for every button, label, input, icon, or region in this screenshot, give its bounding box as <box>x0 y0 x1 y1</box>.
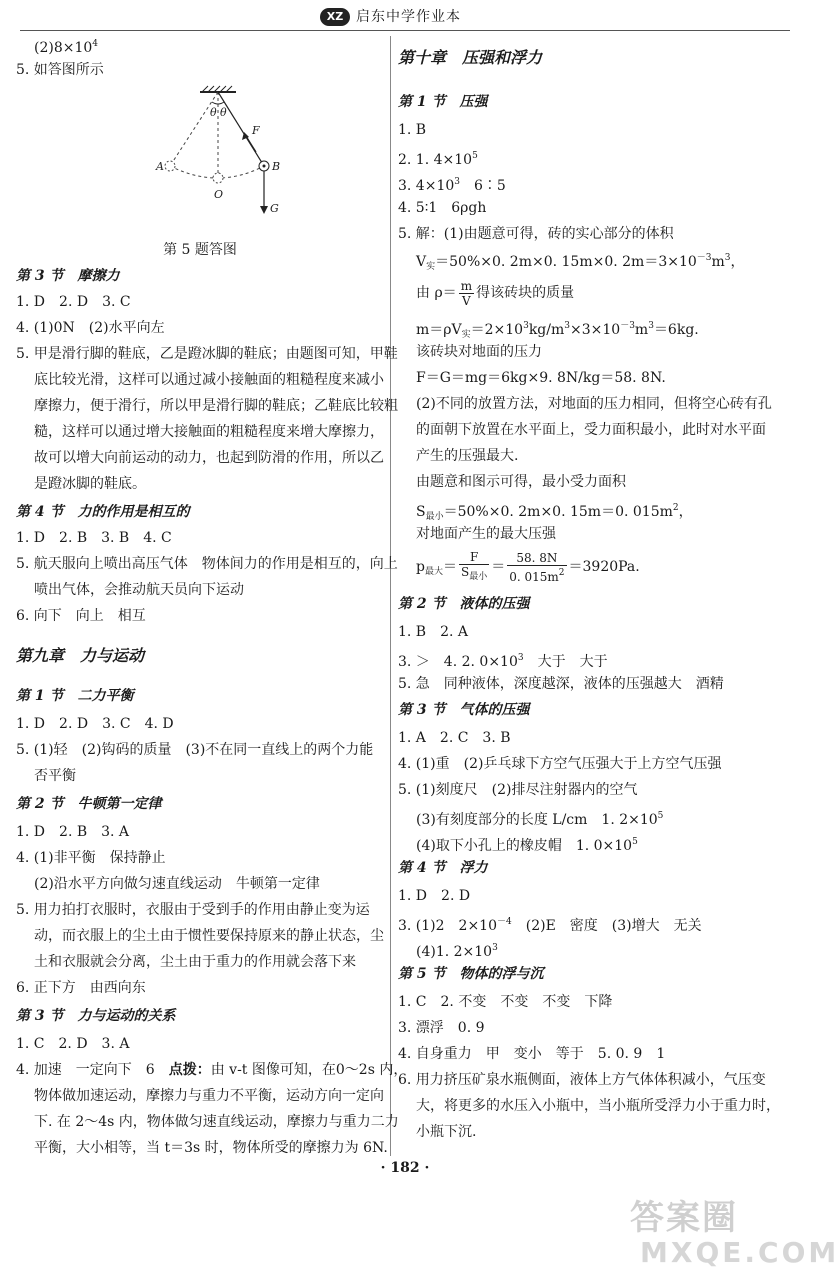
answer-line: 5. 航天服向上喷出高压气体 物体间力的作用是相互的，向上 <box>16 556 398 572</box>
section-title: 第 2 节 牛顿第一定律 <box>16 796 162 812</box>
answer-line: 1. B 2. A <box>398 624 469 640</box>
column-divider <box>390 36 391 1156</box>
answer-line: 小瓶下沉. <box>416 1124 477 1140</box>
answer-line: 摩擦力，便于滑行，所以甲是滑行脚的鞋底；乙鞋底比较粗 <box>34 398 398 414</box>
answer-line: 6. 正下方 由西向东 <box>16 980 146 996</box>
pendulum-figure <box>136 84 296 224</box>
answer-line: 大，将更多的水压入小瓶中，当小瓶所受浮力小于重力时， <box>416 1098 780 1114</box>
angle-label: θ <box>220 106 227 119</box>
section-title: 第 2 节 液体的压强 <box>398 596 530 612</box>
header-title: 启东中学作业本 <box>356 9 461 25</box>
section-title: 第 4 节 力的作用是相互的 <box>16 504 190 520</box>
answer-line: 5. 用力拍打衣服时，衣服由于受到手的作用由静止变为运 <box>16 902 370 918</box>
answer-line: 6. 用力挤压矿泉水瓶侧面，液体上方气体体积减小，气压变 <box>398 1072 766 1088</box>
figure-caption: 第 5 题答图 <box>163 242 237 258</box>
section-title: 第 3 节 气体的压强 <box>398 702 530 718</box>
answer-line: 3. 漂浮 0. 9 <box>398 1020 485 1036</box>
watermark-text: 答案圈 <box>630 1198 738 1238</box>
answer-line: $p_{最大}=$ $\frac{F}{S_{最小}}$ ＝ $\frac{58. 8N}{0. 015m^2}$ ＝3920Pa. <box>416 550 640 584</box>
answer-line: 5. 解：(1)由题意可得，砖的实心部分的体积 <box>398 226 674 242</box>
answer-line: 4. (1)重 (2)乒乓球下方空气压强大于上方空气压强 <box>398 756 722 772</box>
answer-line: 1. B <box>398 122 427 138</box>
force-label: G <box>270 202 279 215</box>
answer-line: 1. D 2. D 3. C <box>16 294 131 310</box>
answer-line: 土和衣服就会分离，尘土由于重力的作用就会落下来 <box>34 954 356 970</box>
angle-label: θ <box>210 106 217 119</box>
answer-line: 5. 甲是滑行脚的鞋底，乙是蹬冰脚的鞋底；由题图可知，甲鞋 <box>16 346 398 362</box>
answer-line: 糙，这样可以通过增大接触面的粗糙程度来增大摩擦力， <box>34 424 384 440</box>
fraction: $\frac{m}{V}$ <box>460 278 473 308</box>
point-label: A <box>156 160 164 173</box>
answer-line: 该砖块对地面的压力 <box>416 344 542 360</box>
answer-line: (3)有刻度部分的长度 L/cm 1. $2\times 10^5$ <box>416 811 664 828</box>
hint-label: 点拨： <box>168 1062 211 1078</box>
answer-line: 4. 自身重力 甲 变小 等于 5. 0. 9 1 <box>398 1046 666 1062</box>
answer-line: 喷出气体，会推动航天员向下运动 <box>34 582 244 598</box>
publisher-logo: XZ <box>320 8 350 26</box>
answer-line: 是蹬冰脚的鞋底。 <box>34 476 146 492</box>
answer-line: 由题意和图示可得，最小受力面积 <box>416 474 626 490</box>
answer-line: F＝G＝mg＝6kg×9. 8N/kg＝58. 8N. <box>416 370 666 386</box>
section-title: 第 3 节 力与运动的关系 <box>16 1008 176 1024</box>
answer-line: 4. 5∶1 6ρgh <box>398 200 487 216</box>
answer-line: 1. C 2. D 3. A <box>16 1036 130 1052</box>
fraction: $\frac{58. 8N}{0. 015m^2}$ <box>509 550 565 584</box>
answer-line: 5. (1)轻 (2)钩码的质量 (3)不在同一直线上的两个力能 <box>16 742 374 758</box>
point-label: O <box>214 188 224 201</box>
section-title: 第 1 节 压强 <box>398 94 488 110</box>
answer-line: 对地面产生的最大压强 <box>416 526 556 542</box>
answer-line: 3. ＞ 4. 2. $0\times 10^3$ 大于 大于 <box>398 653 608 670</box>
answer-line: 4. (1)0N (2)水平向左 <box>16 320 165 336</box>
answer-line: $V_实=50\%\times 0$. 2m×0. 15m×0. $2m=3\times 10^{-3}m^3$， <box>416 253 745 272</box>
point-label: B <box>272 160 281 173</box>
answer-line: 底比较光滑，这样可以通过减小接触面的粗糙程度来减小 <box>34 372 384 388</box>
answer-line: 下. 在 2～4s 内，物体做匀速直线运动，摩擦力与重力二力 <box>34 1114 399 1130</box>
answer-line: 平衡，大小相等，当 t＝3s 时，物体所受的摩擦力为 6N. <box>34 1140 388 1156</box>
force-label: F <box>252 124 260 137</box>
answer-line: 由 ρ＝ $\frac{m}{V}$ 得该砖块的质量 <box>416 278 575 308</box>
answer-line: (4)取下小孔上的橡皮帽 1. $0\times 10^5$ <box>416 837 638 854</box>
page-number: · 182 · <box>380 1160 430 1176</box>
answer-line: 1. D 2. B 3. B 4. C <box>16 530 172 546</box>
answer-line: 1. A 2. C 3. B <box>398 730 511 746</box>
section-title: 第 5 节 物体的浮与沉 <box>398 966 544 982</box>
answer-line: 产生的压强最大. <box>416 448 519 464</box>
answer-line: 2. 1. $4\times 10^5$ <box>398 151 478 168</box>
chapter-title: 第九章 力与运动 <box>16 646 145 665</box>
section-title: 第 1 节 二力平衡 <box>16 688 134 704</box>
answer-line: 故可以增大向前运动的动力，也起到防滑的作用，所以乙 <box>34 450 384 466</box>
answer-line: 5. (1)刻度尺 (2)排尽注射器内的空气 <box>398 782 638 798</box>
answer-line: 4. 加速 一定向下 6 点拨：由 v-t 图像可知，在0～2s 内， <box>16 1062 408 1078</box>
answer-line: 4. (1)非平衡 保持静止 <box>16 850 166 866</box>
answer-line: 5. 急 同种液体，深度越深，液体的压强越大 酒精 <box>398 676 724 692</box>
answer-line: 动，而衣服上的尘土由于惯性要保持原来的静止状态，尘 <box>34 928 384 944</box>
answer-line: 的面朝下放置在水平面上，受力面积最小，此时对水平面 <box>416 422 766 438</box>
watermark-url: MXQE.COM <box>640 1236 839 1269</box>
answer-line: (2)沿水平方向做匀速直线运动 牛顿第一定律 <box>34 876 320 892</box>
answer-line: (4)1. $2\times 10^3$ <box>416 943 498 960</box>
answer-line: $m=\rho V_实=2\times 10^3kg/m^3\times 3\times 10^{-3}m^3=6kg$. <box>416 321 699 340</box>
answer-line: 3. $4\times 10^3$ 6∶5 <box>398 177 506 194</box>
section-title: 第 4 节 浮力 <box>398 860 488 876</box>
answer-line: 5. 如答图所示 <box>16 62 104 78</box>
answer-line: (2)不同的放置方法，对地面的压力相同，但将空心砖有孔 <box>416 396 772 412</box>
answer-line: 否平衡 <box>34 768 76 784</box>
answer-line: 6. 向下 向上 相互 <box>16 608 146 624</box>
watermark-logo <box>620 1190 839 1274</box>
answer-line: 1. D 2. D 3. C 4. D <box>16 716 174 732</box>
answer-line: 物体做加速运动，摩擦力与重力不平衡，运动方向一定向 <box>34 1088 384 1104</box>
section-title: 第 3 节 摩擦力 <box>16 268 120 284</box>
page-header <box>20 6 790 31</box>
answer-line: 3. (1)2 $2\times 10^{-4}$ (2)E 密度 (3)增大 无关 <box>398 917 702 934</box>
answer-line: 1. C 2. 不变 不变 不变 下降 <box>398 994 613 1010</box>
answer-line: 1. D 2. D <box>398 888 471 904</box>
answer-line: $S_{最小}=50\%\times 0$. 2m×0. 15m＝0. $015m^2$， <box>416 503 693 522</box>
fraction: $\frac{F}{S_{最小}}$ <box>460 550 488 582</box>
chapter-title: 第十章 压强和浮力 <box>398 48 543 67</box>
answer-line: 1. D 2. B 3. A <box>16 824 130 840</box>
answer-line: $(2)8\times 10^4$ <box>34 39 99 56</box>
